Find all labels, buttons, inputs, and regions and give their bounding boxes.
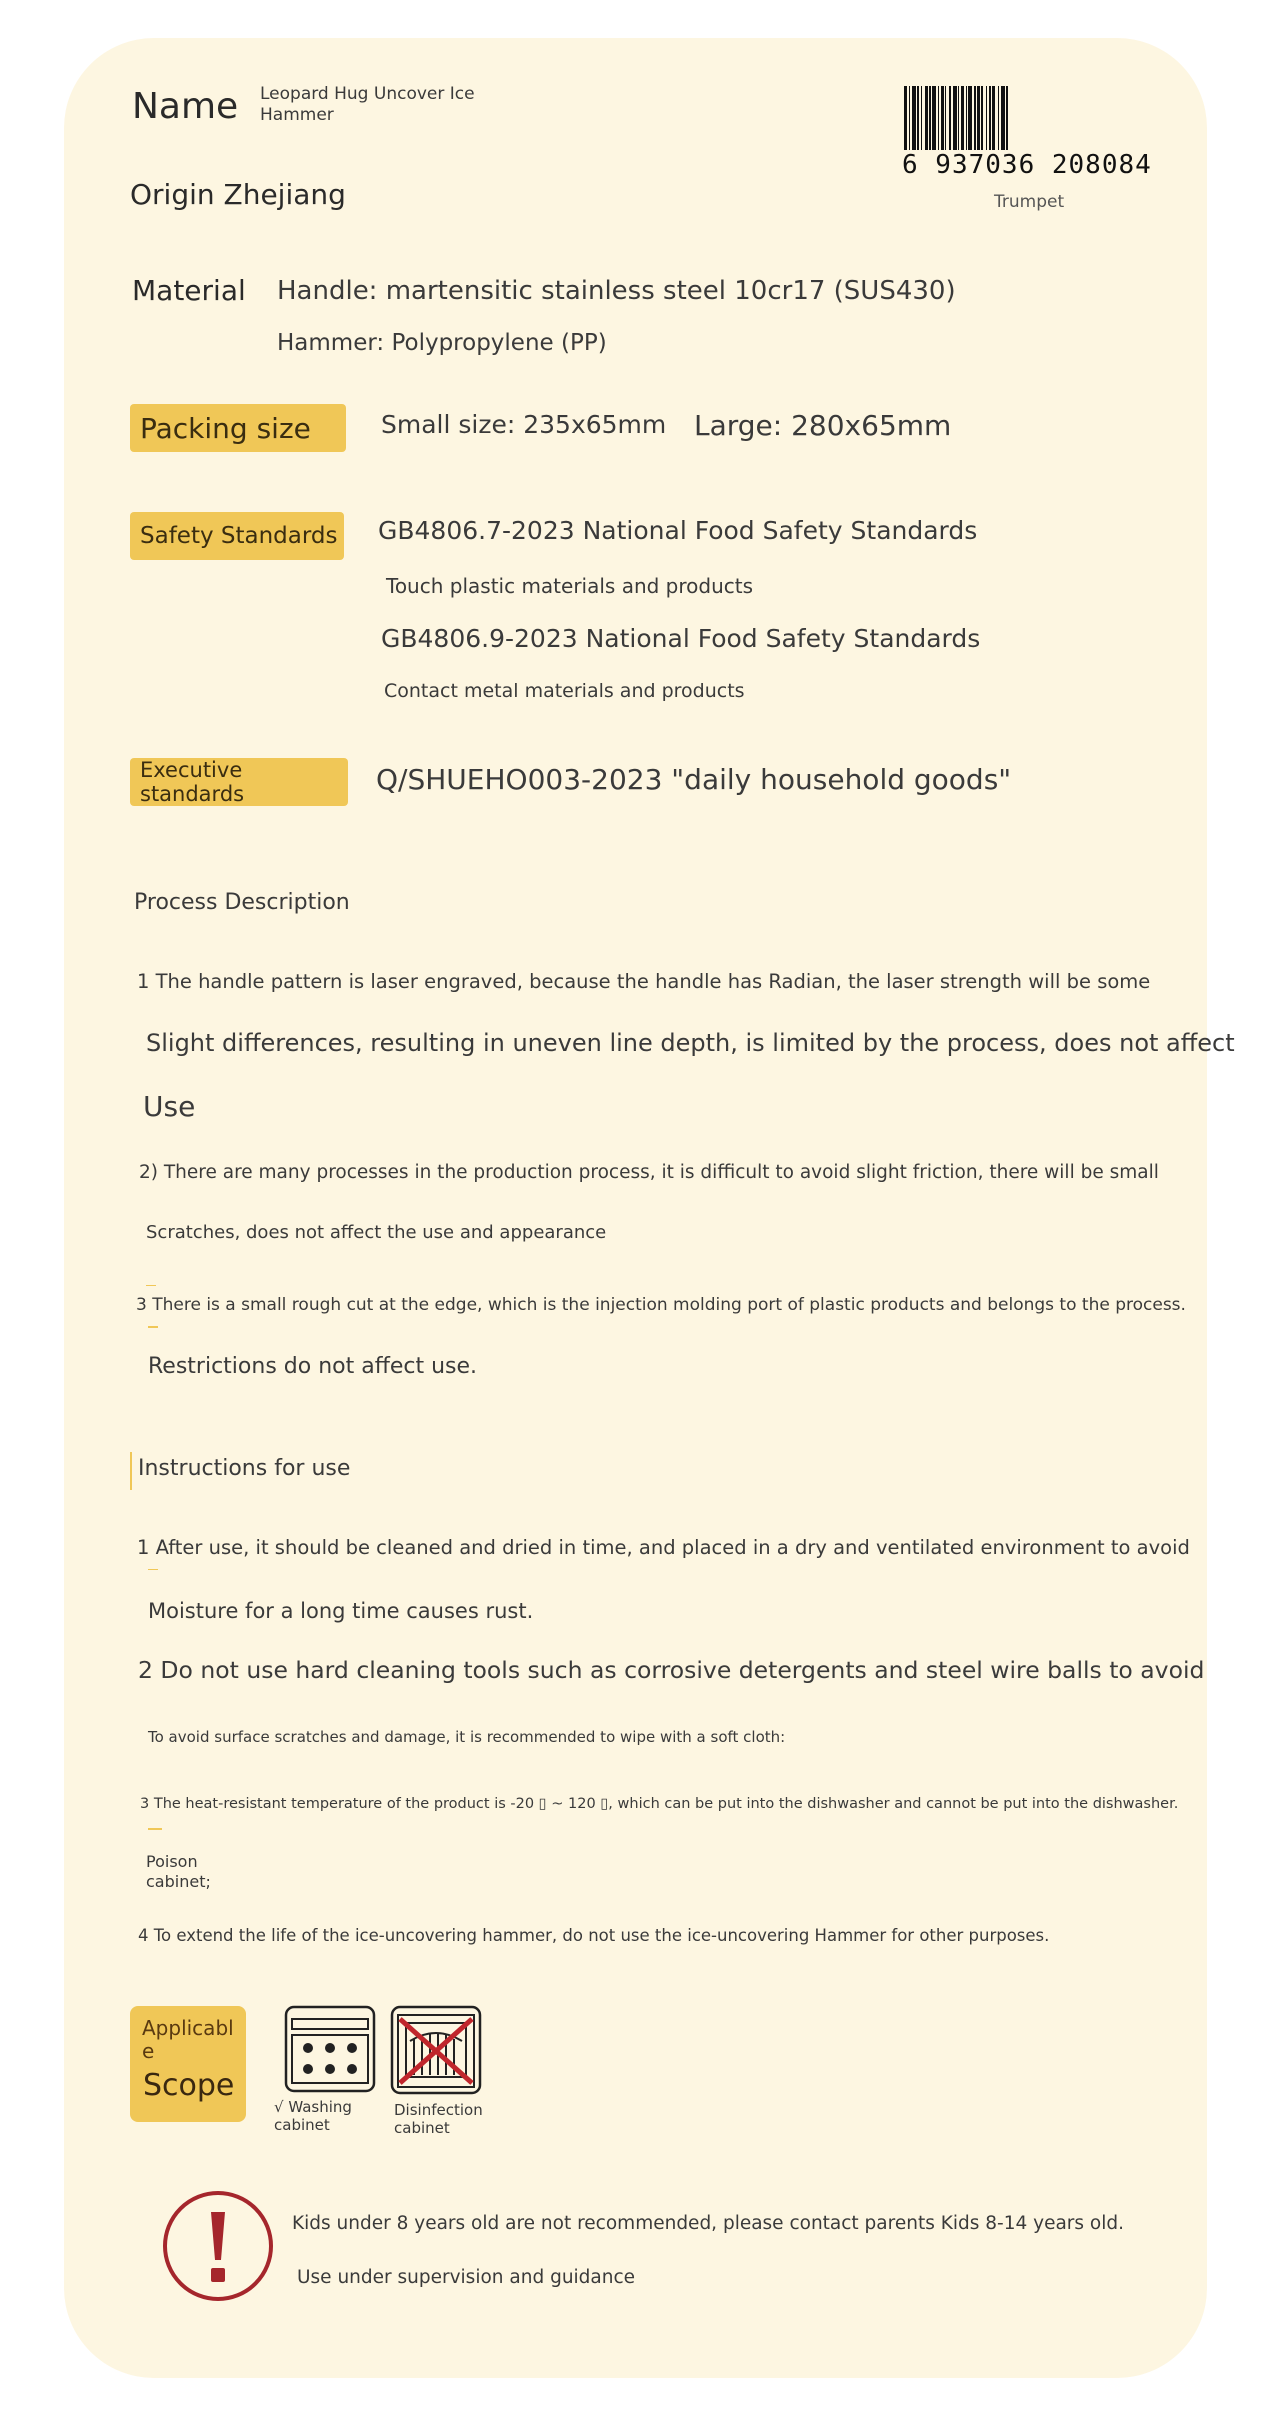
process-title: Process Description xyxy=(134,890,350,915)
instructions-title: Instructions for use xyxy=(138,1456,351,1481)
process-p2b: Scratches, does not affect the use and appearance xyxy=(146,1222,607,1243)
safety-standards-tag xyxy=(130,512,344,560)
instructions-i1b: Moisture for a long time causes rust. xyxy=(148,1599,534,1623)
material-hammer: Hammer: Polypropylene (PP) xyxy=(277,330,607,356)
instructions-i2a: 2 Do not use hard cleaning tools such as corrosive detergents and steel wire balls to avoid xyxy=(138,1656,1205,1684)
safety-std1-sub: Touch plastic materials and products xyxy=(386,574,754,598)
safety-std1: GB4806.7-2023 National Food Safety Standards xyxy=(378,516,978,545)
name-label: Name xyxy=(132,86,239,127)
process-p1c: Use xyxy=(143,1090,196,1123)
name-value-line2: Hammer xyxy=(260,105,334,125)
instructions-i4: 4 To extend the life of the ice-uncovering hammer, do not use the ice-uncovering Hammer for other purposes. xyxy=(138,1926,1050,1945)
material-handle: Handle: martensitic stainless steel 10cr17 (SUS430) xyxy=(277,276,956,306)
accent-mark xyxy=(146,1285,156,1286)
executive-standards-label: Executive standards xyxy=(140,758,245,806)
material-label: Material xyxy=(132,274,246,307)
instructions-i3b-line2: cabinet; xyxy=(146,1872,211,1891)
instructions-i3a: 3 The heat-resistant temperature of the product is -20 ▯ ~ 120 ▯, which can be put into the dishwasher and cannot be put into the dishwasher. xyxy=(140,1796,1179,1812)
name-value-line1: Leopard Hug Uncover Ice xyxy=(260,84,475,104)
disinfection-caption-line1: Disinfection xyxy=(394,2101,483,2119)
accent-mark xyxy=(148,1326,158,1328)
process-p3b: Restrictions do not affect use. xyxy=(148,1354,478,1379)
scope-label-line3: Scope xyxy=(143,2068,235,2103)
process-p3a: 3 There is a small rough cut at the edge, which is the injection molding port of plastic products and belongs to the process. xyxy=(136,1295,1186,1315)
scope-label-line2: e xyxy=(142,2039,155,2063)
warning-line2: Use under supervision and guidance xyxy=(297,2267,636,2288)
safety-std2-sub: Contact metal materials and products xyxy=(384,680,745,702)
executive-standards-tag xyxy=(130,758,348,806)
barcode-number: 6 937036 208084 xyxy=(902,150,1152,180)
instructions-i1a: 1 After use, it should be cleaned and dried in time, and placed in a dry and ventilated environment to avoid xyxy=(137,1536,1190,1559)
washing-caption-line2: cabinet xyxy=(274,2116,330,2134)
process-p2a: 2) There are many processes in the production process, it is difficult to avoid slight friction, there will be small xyxy=(139,1162,1159,1183)
packing-large: Large: 280x65mm xyxy=(694,409,952,442)
instructions-i3b-line1: Poison xyxy=(146,1852,198,1871)
safety-standards-label: Safety Standards xyxy=(140,523,338,549)
instructions-accent-bar xyxy=(130,1452,132,1490)
barcode-caption: Trumpet xyxy=(994,192,1065,212)
safety-std2: GB4806.9-2023 National Food Safety Standards xyxy=(381,624,981,653)
process-p1b: Slight differences, resulting in uneven line depth, is limited by the process, does not affect xyxy=(146,1029,1235,1057)
disinfection-caption-line2: cabinet xyxy=(394,2119,450,2137)
spec-card xyxy=(64,38,1235,2378)
instructions-i2b: To avoid surface scratches and damage, it is recommended to wipe with a soft cloth: xyxy=(148,1728,786,1746)
washing-cabinet-icon xyxy=(284,2005,376,2093)
process-p1a: 1 The handle pattern is laser engraved, because the handle has Radian, the laser strength will be some xyxy=(137,970,1151,993)
disinfection-cabinet-icon xyxy=(390,2005,482,2095)
packing-small: Small size: 235x65mm xyxy=(381,410,667,439)
scope-label-line1: Applicabl xyxy=(142,2016,234,2040)
accent-mark xyxy=(148,1828,162,1830)
washing-caption-line1: √ Washing xyxy=(274,2098,352,2116)
packing-size-label: Packing size xyxy=(140,411,311,445)
packing-size-tag xyxy=(130,404,346,452)
accent-mark xyxy=(148,1569,158,1570)
executive-standards-value: Q/SHUEHO003-2023 "daily household goods" xyxy=(376,763,1012,796)
warning-exclamation-icon xyxy=(160,2188,276,2304)
origin-text: Origin Zhejiang xyxy=(130,178,346,211)
warning-line1: Kids under 8 years old are not recommended, please contact parents Kids 8-14 years old. xyxy=(292,2213,1124,2234)
